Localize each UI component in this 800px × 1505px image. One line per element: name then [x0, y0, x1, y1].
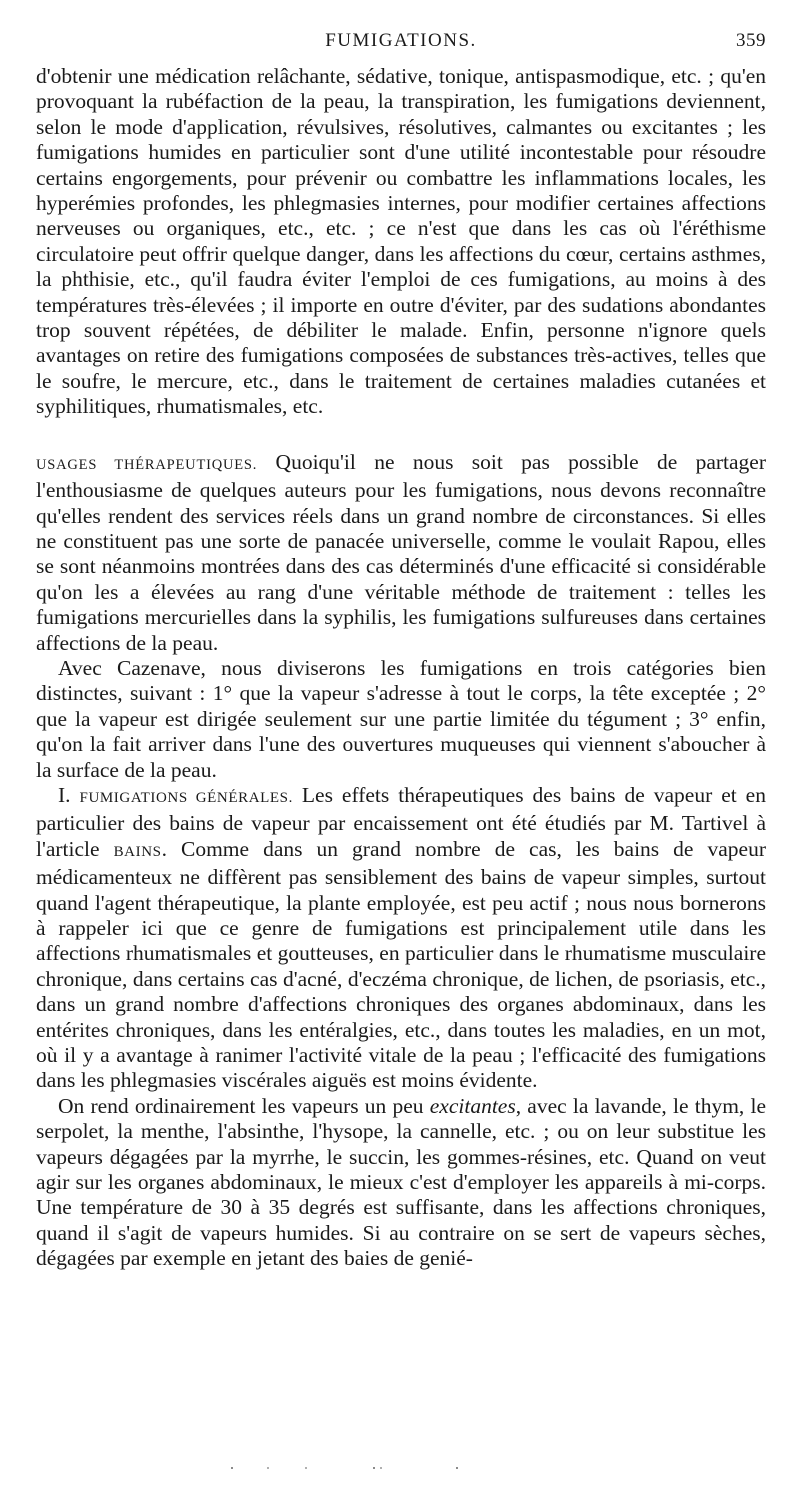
general-text-a: Les effets thérapeutiques des bains de vapeur et en particulier des bains de vapeur par encaissement ont été étudiés par M. Tartivel à l'article: [36, 782, 766, 861]
usages-heading: USAGES THÉRAPEUTIQUES.: [36, 456, 258, 473]
speck: [456, 1467, 458, 1469]
page-number: 359: [736, 30, 766, 51]
speck: [267, 1467, 269, 1469]
speck: [231, 1467, 233, 1469]
vapours-text-a: On rend ordinairement les vapeurs un peu: [58, 1093, 430, 1118]
section-gap: [36, 420, 766, 450]
running-title: FUMIGATIONS.: [325, 30, 477, 51]
speck: [380, 1467, 382, 1469]
paragraph-usages: [36, 450, 766, 656]
vapours-text-b: , avec la lavande, le thym, le serpolet, la menthe, l'absinthe, l'hysope, la cannelle, etc. ; ou on leur substitue les vapeurs dégagées par la myrrhe, le succin, les gommes-résines, etc. Quand on veut agir sur les organes abdominaux, le mieux c'est d'employer les appareils à mi-corps. Une température de 30 à 35 degrés est suffisante, dans les affections chroniques, quand il s'agit de vapeurs humides. Si au contraire on se sert de vapeurs sèches, dégagées par exemple en jetant des baies de genié-: [36, 1093, 767, 1271]
general-fumigations-heading: FUMIGATIONS GÉNÉRALES.: [79, 789, 293, 806]
bains-reference: BAINS: [113, 843, 162, 860]
scan-specks: [0, 1462, 800, 1474]
speck: [373, 1467, 375, 1469]
page-body: [36, 64, 766, 1272]
paragraph-general-fumigations: [36, 783, 766, 1094]
usages-text: Quoiqu'il ne nous soit pas possible de partager l'enthousiasme de quelques auteurs pour les fumigations, nous devons reconnaître qu'elles rendent des services réels dans un grand nombre de circonstances. Si elles ne constituent pas une sorte de panacée universelle, comme le voulait Rapou, elles se sont néanmoins montrées dans des cas déterminés d'une efficacité si considérable qu'on les a élevées au rang d'une véritable méthode de traitement : telles les fumigations mercurielles dans la syphilis, les fumigations sulfureuses dans certaines affections de la peau.: [36, 449, 766, 655]
paragraph-vapours: [36, 1094, 766, 1272]
general-text-b: . Comme dans un grand nombre de cas, les bains de vapeur médicamenteux ne diffèrent pas sensiblement des bains de vapeur simples, surtout quand l'agent thérapeutique, la plante employée, est peu actif ; nous nous bornerons à rappeler ici que ce genre de fumigations est principalement utile dans les affections rhumatismales et goutteuses, en particulier dans le rhumatisme musculaire chronique, dans certains cas d'acné, d'eczéma chronique, de lichen, de psoriasis, etc., dans un grand nombre d'affections chroniques des organes abdominaux, dans les entérites chroniques, dans les entéralgies, etc., dans toutes les maladies, en un mot, où il y a avantage à ranimer l'activité vitale de la peau ; l'efficacité des fumigations dans les phlegmasies viscérales aiguës est moins évidente.: [36, 836, 766, 1093]
excitantes-emphasis: excitantes: [429, 1093, 516, 1118]
section-number: I.: [58, 782, 80, 807]
paragraph-intro: d'obtenir une médication relâchante, sédative, tonique, antispasmodique, etc. ; qu'en provoquant la rubéfaction de la peau, la transpiration, les fumigations deviennent, selon le mode d'application, révulsives, résolutives, calmantes ou excitantes ; les fumigations humides en particulier sont d'une utilité incontestable pour résoudre certains engorgements, pour prévenir ou combattre les inflammations locales, les hyperémies profondes, les phlegmasies internes, pour modifier certaines affections nerveuses ou organiques, etc., etc. ; ce n'est que dans les cas où l'éréthisme circulatoire peut offrir quelque danger, dans les affections du cœur, certains asthmes, la phthisie, etc., qu'il faudra éviter l'emploi de ces fumigations, au moins à des températures très-élevées ; il importe en outre d'éviter, par des sudations abondantes trop souvent répétées, de débiliter le malade. Enfin, personne n'ignore quels avantages on retire des fumigations composées de substances très-actives, telles que le soufre, le mercure, etc., dans le traitement de certaines maladies cutanées et syphilitiques, rhumatismales, etc.: [36, 64, 766, 419]
paragraph-categories: Avec Cazenave, nous diviserons les fumigations en trois catégories bien distinctes, suivant : 1° que la vapeur s'adresse à tout le corps, la tête exceptée ; 2° que la vapeur est dirigée seulement sur une partie limitée du tégument ; 3° enfin, qu'on la fait arriver dans l'une des ouvertures muqueuses qui viennent s'aboucher à la surface de la peau.: [36, 655, 766, 782]
speck: [305, 1467, 307, 1469]
page-header: [36, 30, 766, 56]
